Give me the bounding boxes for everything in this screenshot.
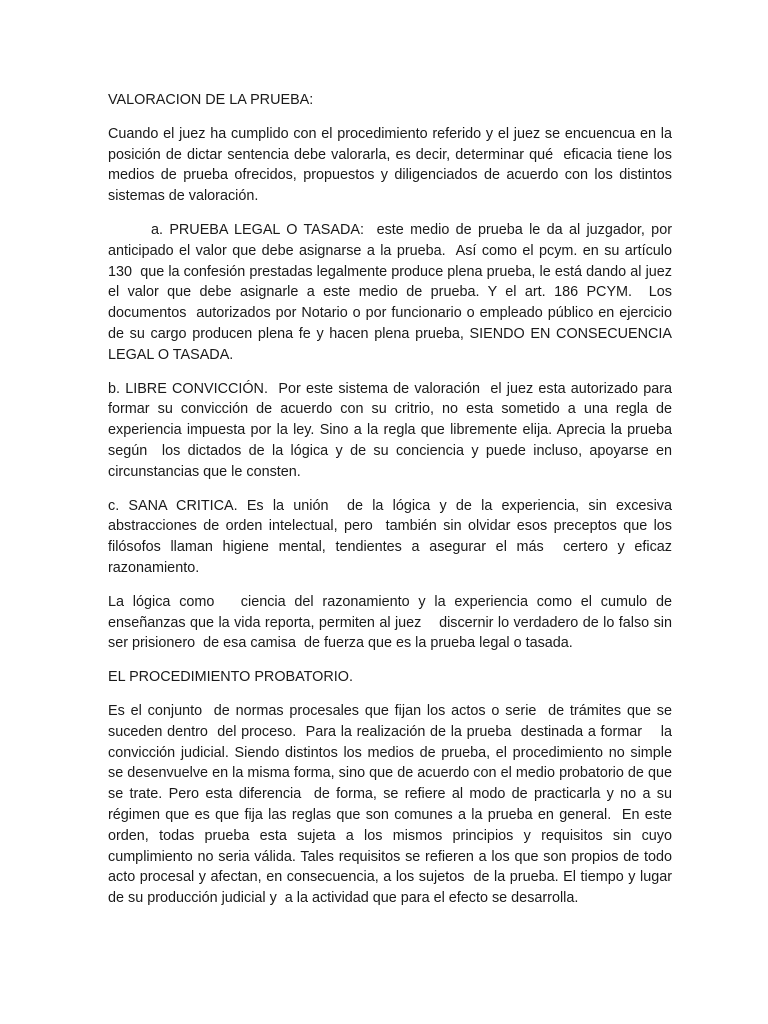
paragraph-libre-conviccion: b. LIBRE CONVICCIÓN. Por este sistema de valoración el juez esta autorizado para formar su convicción de acuerdo con su critrio, no esta sometido a una regla de experiencia impuesta por la ley. Sino a la regla que libremente elija. Aprecia la prueba según los dictados de la lógica y de su conciencia y puede incluso, apoyarse en circunstancias que le consten. — [108, 380, 676, 480]
paragraph-intro: Cuando el juez ha cumplido con el procedimiento referido y el juez se encuencua en la posición de dictar sentencia debe valorarla, es decir, determinar qué eficacia tiene los medios de prueba ofrecidos, propuestos y diligenciados de acuerdo con los distintos sistemas de valoración. — [108, 125, 676, 205]
paragraph-prueba-legal: a. PRUEBA LEGAL O TASADA: este medio de prueba le da al juzgador, por anticipado el valor que debe asignarse a la prueba. Así como el pcym. en su artículo 130 que la confesión prestadas legalmente produce plena prueba, le está dando al juez el valor que debe asignarle a este medio de prueba. Y el art. 186 PCYM. Los documentos autorizados por Notario o por funcionario o empleado público en ejercicio de su cargo producen plena fe y hacen plena prueba, SIENDO EN CONSECUENCIA LEGAL O TASADA. — [108, 221, 676, 363]
paragraph-procedimiento: Es el conjunto de normas procesales que fijan los actos o serie de trámites que se suceden dentro del proceso. Para la realización de la prueba destinada a formar la convicción judicial. Siendo distintos los medios de prueba, el procedimiento no simple se desenvuelve en la misma forma, sino que de acuerdo con el medio probatorio de que se trate. Pero esta diferencia de forma, se refiere al modo de practicarla y no a su régimen que es que fija las reglas que son comunes a la prueba en general. En este orden, todas prueba esta sujeta a los mismos principios y requisitos sin cuyo cumplimiento no seria válida. Tales requisitos se refieren a los que son propios de todo acto procesal y afectan, en consecuencia, a los sujetos de la prueba. El tiempo y lugar de su producción judicial y a la actividad que para el efecto se desarrolla. — [108, 702, 676, 907]
section-heading-valoracion: VALORACION DE LA PRUEBA: — [108, 92, 314, 108]
paragraph-logica: La lógica como ciencia del razonamiento y la experiencia como el cumulo de enseñanzas que la vida reporta, permiten al juez discernir lo verdadero de lo falso sin ser prisionero de esa camisa de fuerza que es la prueba legal o tasada. — [108, 593, 676, 652]
paragraph-sana-critica: c. SANA CRITICA. Es la unión de la lógica y de la experiencia, sin excesiva abstracciones de orden intelectual, pero también sin olvidar esos preceptos que los filósofos llaman higiene mental, tendientes a asegurar el más certero y eficaz razonamiento. — [108, 497, 676, 576]
section-heading-procedimiento: EL PROCEDIMIENTO PROBATORIO. — [108, 669, 353, 686]
